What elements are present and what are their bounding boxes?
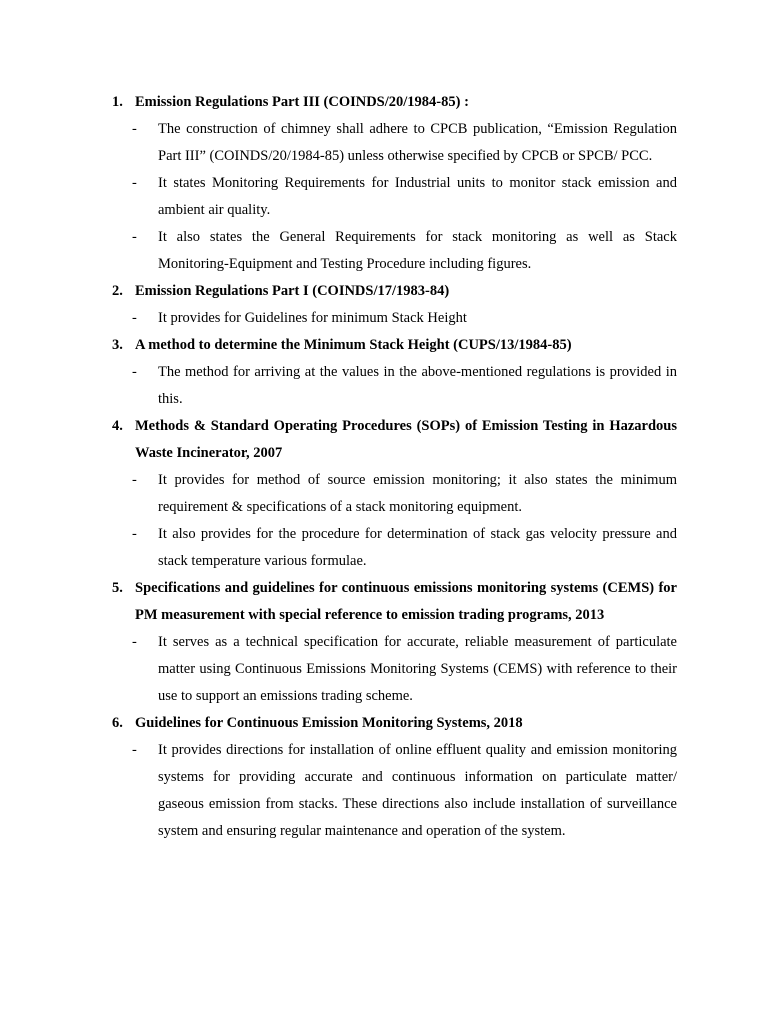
section-title: A method to determine the Minimum Stack Height (CUPS/13/1984-85) (135, 337, 572, 353)
section-heading (112, 710, 677, 737)
bullet-marker: - (132, 526, 137, 542)
bullet-item (132, 521, 677, 575)
section-heading (112, 89, 677, 116)
section-number: 5. (112, 580, 123, 596)
section-number: 2. (112, 283, 123, 299)
section-heading (112, 332, 677, 359)
bullet-marker: - (132, 310, 137, 326)
bullet-item (132, 305, 677, 332)
bullet-marker: - (132, 364, 137, 380)
section-heading (112, 413, 677, 467)
bullet-text: It serves as a technical specification for accurate, reliable measurement of particulate matter using Continuous Emissions Monitoring Systems (CEMS) with reference to their use to support an emissions trading scheme. (158, 634, 677, 704)
bullet-text: The method for arriving at the values in the above-mentioned regulations is provided in this. (158, 364, 677, 407)
bullet-marker: - (132, 121, 137, 137)
section-number: 4. (112, 418, 123, 434)
section-title: Guidelines for Continuous Emission Monitoring Systems, 2018 (135, 715, 523, 731)
section-title: Methods & Standard Operating Procedures (SOPs) of Emission Testing in Hazardous Waste Incinerator, 2007 (135, 418, 677, 461)
list-item (0, 89, 768, 278)
bullet-item (132, 629, 677, 710)
section-number: 6. (112, 715, 123, 731)
section-title: Specifications and guidelines for continuous emissions monitoring systems (CEMS) for PM measurement with special reference to emission trading programs, 2013 (135, 580, 677, 623)
bullet-text: It provides for method of source emission monitoring; it also states the minimum requirement & specifications of a stack monitoring equipment. (158, 472, 677, 515)
list-item (0, 278, 768, 332)
bullet-marker: - (132, 742, 137, 758)
section-title: Emission Regulations Part I (COINDS/17/1983-84) (135, 283, 450, 299)
section-heading (112, 278, 677, 305)
bullet-item (132, 359, 677, 413)
bullet-text: It states Monitoring Requirements for Industrial units to monitor stack emission and ambient air quality. (158, 175, 677, 218)
bullet-marker: - (132, 229, 137, 245)
section-number: 3. (112, 337, 123, 353)
bullet-item (132, 467, 677, 521)
section-heading (112, 575, 677, 629)
bullet-text: It provides for Guidelines for minimum Stack Height (158, 310, 467, 326)
section-title: Emission Regulations Part III (COINDS/20/1984-85) : (135, 94, 469, 110)
bullet-item (132, 224, 677, 278)
list-item (0, 413, 768, 575)
bullet-text: It also provides for the procedure for determination of stack gas velocity pressure and stack temperature various formulae. (158, 526, 677, 569)
bullet-text: It also states the General Requirements for stack monitoring as well as Stack Monitoring-Equipment and Testing Procedure including figures. (158, 229, 677, 272)
bullet-text: It provides directions for installation of online effluent quality and emission monitoring systems for providing accurate and continuous information on particulate matter/ gaseous emission from stacks. These directions also include installation of surveillance system and ensuring regular maintenance and operation of the system. (158, 742, 677, 839)
bullet-marker: - (132, 634, 137, 650)
bullet-item (132, 116, 677, 170)
bullet-text: The construction of chimney shall adhere to CPCB publication, “Emission Regulation Part III” (COINDS/20/1984-85) unless otherwise specified by CPCB or SPCB/ PCC. (158, 121, 677, 164)
bullet-marker: - (132, 472, 137, 488)
bullet-item (132, 170, 677, 224)
bullet-item (132, 737, 677, 845)
section-number: 1. (112, 94, 123, 110)
list-item (0, 710, 768, 845)
list-item (0, 332, 768, 413)
bullet-marker: - (132, 175, 137, 191)
list-item (0, 575, 768, 710)
